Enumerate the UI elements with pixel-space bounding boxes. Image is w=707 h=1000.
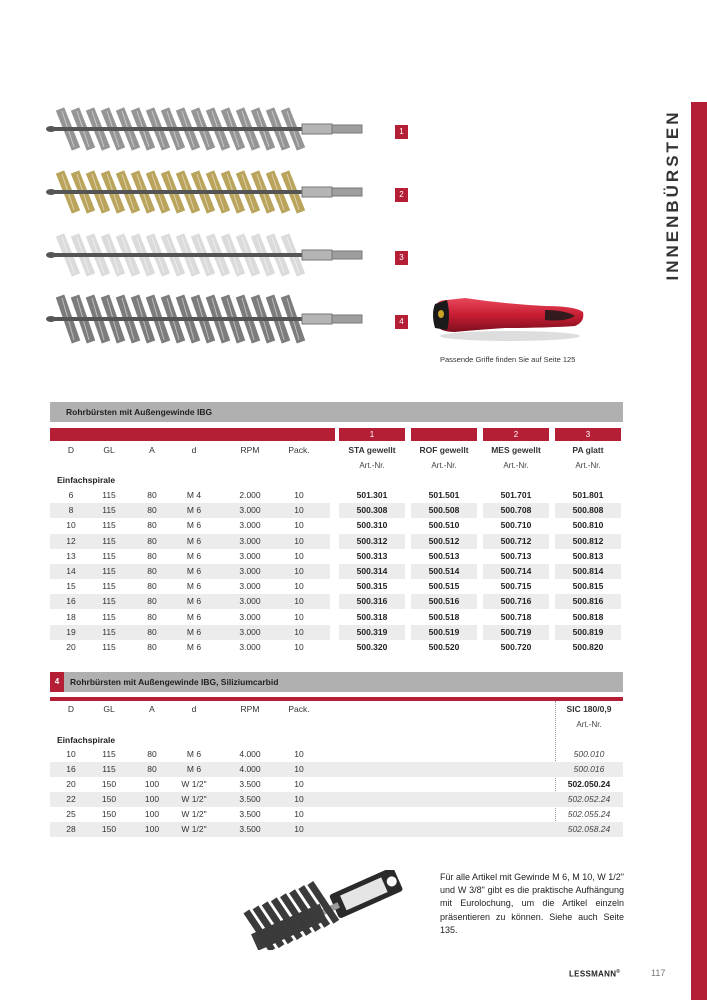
cell-gl: 115 xyxy=(102,749,116,759)
art-group-name: ROF gewellt xyxy=(419,445,469,455)
cell-pack: 10 xyxy=(294,749,304,759)
cell-d: 10 xyxy=(66,749,76,759)
cell-d: M 6 xyxy=(186,764,202,774)
art-nr-label: Art.-Nr. xyxy=(359,461,385,470)
cell-a: 100 xyxy=(144,824,160,834)
cell-rpm: 3.000 xyxy=(239,626,261,637)
cell-pack: 10 xyxy=(294,626,304,637)
table-row xyxy=(50,594,330,609)
article-number: 500.510 xyxy=(411,518,477,533)
cell-d: 15 xyxy=(66,581,76,592)
cell-d: M 6 xyxy=(186,626,202,637)
info-text: Für alle Artikel mit Gewinde M 6, M 10, W 1/2" und W 3/8" gibt es die praktische Aufhängung mit Eurolochung, um die Artikel einzeln präsentieren zu können. Siehe auch Seite 135. xyxy=(440,872,624,935)
art-group-number: 3 xyxy=(555,428,621,441)
cell-rpm: 3.000 xyxy=(239,550,261,561)
article-number: 500.716 xyxy=(483,594,549,609)
cell-pack: 10 xyxy=(294,764,304,774)
brush-4-badge: 4 xyxy=(395,315,408,329)
cell-gl: 115 xyxy=(102,566,116,576)
article-number: 501.701 xyxy=(483,488,549,503)
cell-gl: 115 xyxy=(102,642,116,652)
cell-a: 80 xyxy=(147,581,157,592)
table-row xyxy=(50,549,330,564)
article-number: 500.313 xyxy=(339,549,405,564)
cell-a: 80 xyxy=(147,566,157,576)
table-row xyxy=(50,518,330,533)
section-label: Einfachspirale xyxy=(57,475,116,485)
table1-title: Rohrbürsten mit Außengewinde IBG xyxy=(66,407,213,417)
cell-a: 100 xyxy=(144,794,160,804)
cell-rpm: 4.000 xyxy=(239,764,261,774)
column-header: A xyxy=(149,704,155,714)
cell-pack: 10 xyxy=(294,490,304,500)
table-row xyxy=(50,488,330,503)
cell-d: 12 xyxy=(66,535,76,546)
cell-rpm: 3.500 xyxy=(239,779,261,789)
article-number: 500.310 xyxy=(339,518,405,533)
article-number: 500.316 xyxy=(339,594,405,609)
article-number: 500.813 xyxy=(555,549,621,564)
column-header: d xyxy=(191,704,197,714)
cell-rpm: 3.000 xyxy=(239,535,261,546)
cell-pack: 10 xyxy=(294,505,304,516)
cell-a: 100 xyxy=(144,779,160,789)
cell-d: M 6 xyxy=(186,566,202,576)
article-number: 500.815 xyxy=(555,579,621,594)
art-group-name: MES gewellt xyxy=(491,445,541,455)
art-group-number xyxy=(411,428,477,441)
cell-d: 16 xyxy=(66,596,76,607)
cell-gl: 150 xyxy=(101,809,117,819)
cell-pack: 10 xyxy=(294,824,304,834)
column-header: Pack. xyxy=(288,704,310,714)
table-row xyxy=(50,503,330,518)
cell-a: 80 xyxy=(147,642,157,652)
table-row xyxy=(50,807,623,822)
article-number: 500.315 xyxy=(339,579,405,594)
cell-d: 6 xyxy=(68,490,74,500)
article-number: 500.708 xyxy=(483,503,549,518)
cell-d: M 6 xyxy=(186,611,202,622)
article-number: 502.052.24 xyxy=(567,794,611,804)
article-number: 500.713 xyxy=(483,549,549,564)
article-number: 501.501 xyxy=(411,488,477,503)
article-number: 501.801 xyxy=(555,488,621,503)
article-number: 500.520 xyxy=(411,640,477,655)
article-number: 500.818 xyxy=(555,610,621,625)
cell-gl: 115 xyxy=(102,611,116,622)
article-number: 500.714 xyxy=(483,564,549,579)
art-nr-label: Art.-Nr. xyxy=(576,720,602,729)
column-header: Pack. xyxy=(288,445,310,455)
cell-d: W 1/2" xyxy=(181,809,207,819)
handle-image xyxy=(425,292,590,347)
side-accent-bar xyxy=(691,102,707,1000)
cell-rpm: 3.000 xyxy=(239,520,261,531)
brush-1-image xyxy=(45,102,385,157)
article-number: 500.816 xyxy=(555,594,621,609)
section-label: Einfachspirale xyxy=(57,735,116,745)
cell-d: 25 xyxy=(66,809,76,819)
article-number: 500.719 xyxy=(483,625,549,640)
cell-pack: 10 xyxy=(294,535,304,546)
cell-pack: 10 xyxy=(294,566,304,576)
cell-d: M 6 xyxy=(186,535,202,546)
brush-3-badge: 3 xyxy=(395,251,408,265)
cell-rpm: 2.000 xyxy=(239,490,261,500)
cell-rpm: 3.500 xyxy=(239,794,261,804)
cell-a: 80 xyxy=(147,596,157,607)
cell-gl: 150 xyxy=(101,779,117,789)
cell-d: 18 xyxy=(66,611,76,622)
cell-d: W 1/2" xyxy=(181,779,207,789)
cell-a: 80 xyxy=(147,749,157,759)
article-number: 500.720 xyxy=(483,640,549,655)
cell-a: 80 xyxy=(147,626,157,637)
cell-a: 80 xyxy=(147,505,157,516)
cell-rpm: 3.000 xyxy=(239,581,261,592)
article-number: 500.519 xyxy=(411,625,477,640)
cell-d: M 6 xyxy=(186,581,202,592)
article-number: 501.301 xyxy=(339,488,405,503)
brand-logo: LESSMANN® xyxy=(569,969,621,979)
cell-a: 100 xyxy=(144,809,160,819)
cell-gl: 115 xyxy=(102,764,116,774)
article-number: 500.318 xyxy=(339,610,405,625)
table-row xyxy=(50,534,330,549)
cell-pack: 10 xyxy=(294,642,304,652)
table-row xyxy=(50,822,623,837)
article-number: 500.814 xyxy=(555,564,621,579)
column-header: D xyxy=(67,704,75,714)
article-number: 500.515 xyxy=(411,579,477,594)
cell-d: 20 xyxy=(66,642,76,652)
column-header: d xyxy=(191,445,197,455)
article-number: 500.312 xyxy=(339,534,405,549)
cell-d: M 6 xyxy=(186,550,202,561)
cell-d: M 6 xyxy=(186,505,202,516)
cell-pack: 10 xyxy=(294,794,304,804)
table2-redline xyxy=(50,697,623,701)
column-header: RPM xyxy=(240,704,260,714)
cell-a: 80 xyxy=(147,535,157,546)
cell-gl: 115 xyxy=(102,581,116,592)
table-row xyxy=(50,610,330,625)
cell-pack: 10 xyxy=(294,596,304,607)
article-number: 500.715 xyxy=(483,579,549,594)
table2-number-badge: 4 xyxy=(50,672,64,692)
cell-d: 19 xyxy=(66,626,76,637)
cell-rpm: 4.000 xyxy=(239,749,261,759)
cell-d: 16 xyxy=(66,764,76,774)
cell-d: W 1/2" xyxy=(181,824,207,834)
cell-a: 80 xyxy=(147,611,157,622)
cell-gl: 115 xyxy=(102,596,116,607)
article-number: 500.320 xyxy=(339,640,405,655)
cell-rpm: 3.000 xyxy=(239,505,261,516)
side-title: INNENBÜRSTEN xyxy=(663,109,682,281)
hanger-brush-bristles-svg xyxy=(240,880,350,950)
cell-d: 28 xyxy=(66,824,76,834)
table1-redline xyxy=(50,428,335,441)
cell-gl: 115 xyxy=(102,505,116,516)
article-number: 500.314 xyxy=(339,564,405,579)
cell-d: M 4 xyxy=(186,490,202,500)
cell-pack: 10 xyxy=(294,779,304,789)
table-row xyxy=(50,625,330,640)
cell-gl: 115 xyxy=(102,520,116,531)
article-number: 500.820 xyxy=(555,640,621,655)
handle-caption: Passende Griffe finden Sie auf Seite 125 xyxy=(440,355,576,364)
article-number: 500.308 xyxy=(339,503,405,518)
article-number: 500.712 xyxy=(483,534,549,549)
cell-d: W 1/2" xyxy=(181,794,207,804)
art-group-number: 1 xyxy=(339,428,405,441)
cell-pack: 10 xyxy=(294,809,304,819)
article-number: 502.050.24 xyxy=(567,779,611,789)
article-number: 500.808 xyxy=(555,503,621,518)
article-number: 500.514 xyxy=(411,564,477,579)
cell-rpm: 3.000 xyxy=(239,611,261,622)
cell-gl: 115 xyxy=(102,490,116,500)
article-number: 500.812 xyxy=(555,534,621,549)
table2-header xyxy=(50,672,623,692)
article-number: 500.508 xyxy=(411,503,477,518)
article-number: 500.718 xyxy=(483,610,549,625)
table-row xyxy=(50,777,623,792)
cell-d: 20 xyxy=(66,779,76,789)
art-nr-label: Art.-Nr. xyxy=(431,461,457,470)
cell-rpm: 3.000 xyxy=(239,596,261,607)
page-number: 117 xyxy=(651,968,666,978)
cell-pack: 10 xyxy=(294,581,304,592)
cell-gl: 115 xyxy=(102,550,116,561)
article-number: 502.058.24 xyxy=(567,824,611,834)
cell-d: M 6 xyxy=(186,520,202,531)
brush-3-image xyxy=(45,228,385,283)
cell-pack: 10 xyxy=(294,611,304,622)
table1-header xyxy=(50,402,623,422)
cell-pack: 10 xyxy=(294,520,304,531)
art-group-name: PA glatt xyxy=(572,445,604,455)
brush-4-image xyxy=(45,292,385,347)
article-number: 500.710 xyxy=(483,518,549,533)
article-number: 500.819 xyxy=(555,625,621,640)
cell-a: 80 xyxy=(147,520,157,531)
cell-gl: 115 xyxy=(102,535,116,546)
brush-2-image xyxy=(45,165,385,220)
table-row xyxy=(50,792,623,807)
art-group-name: STA gewellt xyxy=(348,445,396,455)
column-header: GL xyxy=(103,704,115,714)
article-number: 502.055.24 xyxy=(567,809,611,819)
article-number: 500.319 xyxy=(339,625,405,640)
table-row xyxy=(50,579,330,594)
column-header: RPM xyxy=(240,445,260,455)
art-nr-label: Art.-Nr. xyxy=(575,461,601,470)
article-number: 500.016 xyxy=(573,764,605,774)
brush-2-badge: 2 xyxy=(395,188,408,202)
column-header: A xyxy=(149,445,155,455)
cell-a: 80 xyxy=(147,764,157,774)
cell-d: 22 xyxy=(66,794,76,804)
cell-d: M 6 xyxy=(186,749,202,759)
cell-gl: 115 xyxy=(102,626,116,637)
article-number: 500.512 xyxy=(411,534,477,549)
table-row xyxy=(50,747,623,762)
table-row xyxy=(50,762,623,777)
cell-gl: 150 xyxy=(101,824,117,834)
cell-d: 8 xyxy=(68,505,74,516)
cell-rpm: 3.000 xyxy=(239,566,261,576)
cell-pack: 10 xyxy=(294,550,304,561)
column-header: D xyxy=(67,445,75,455)
table-row xyxy=(50,564,330,579)
cell-d: M 6 xyxy=(186,642,202,652)
table2-title: Rohrbürsten mit Außengewinde IBG, Siliziumcarbid xyxy=(70,677,279,687)
cell-gl: 150 xyxy=(101,794,117,804)
cell-d: 14 xyxy=(66,566,76,576)
cell-d: 10 xyxy=(66,520,76,531)
article-number: 500.518 xyxy=(411,610,477,625)
cell-a: 80 xyxy=(147,490,157,500)
cell-a: 80 xyxy=(147,550,157,561)
article-number: 500.810 xyxy=(555,518,621,533)
art-group-number: 2 xyxy=(483,428,549,441)
cell-rpm: 3.000 xyxy=(239,642,261,652)
cell-d: 13 xyxy=(66,550,76,561)
column-header: GL xyxy=(103,445,115,455)
table-row xyxy=(50,640,330,655)
article-number: 500.010 xyxy=(573,749,605,759)
art-group-name: SIC 180/0,9 xyxy=(566,704,612,714)
cell-d: M 6 xyxy=(186,596,202,607)
article-number: 500.513 xyxy=(411,549,477,564)
art-nr-label: Art.-Nr. xyxy=(503,461,529,470)
cell-rpm: 3.500 xyxy=(239,809,261,819)
cell-rpm: 3.500 xyxy=(239,824,261,834)
article-number: 500.516 xyxy=(411,594,477,609)
brush-1-badge: 1 xyxy=(395,125,408,139)
